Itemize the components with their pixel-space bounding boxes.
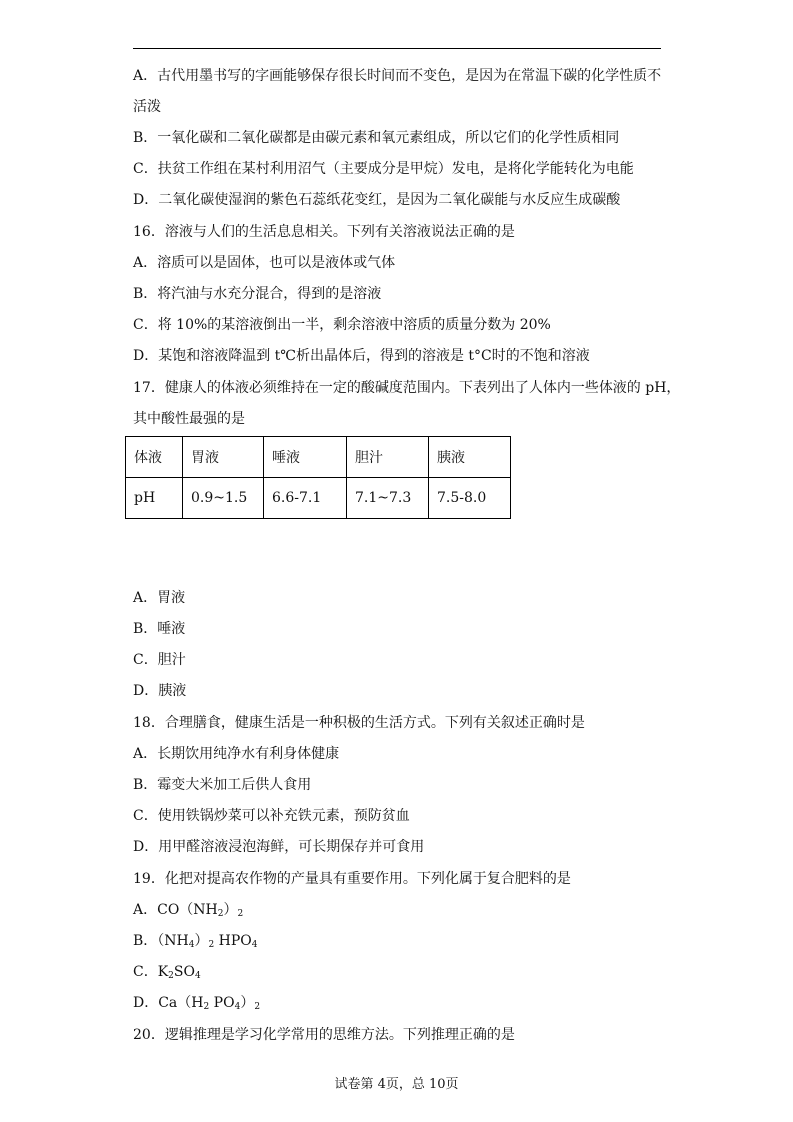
text: C．K: [133, 964, 169, 980]
table-cell: 7.5-8.0: [429, 478, 511, 519]
page-footer: 试卷第 4页，总 10页: [334, 1077, 459, 1092]
q19-option-c: [133, 962, 201, 986]
q15-option-a-line1: A．古代用墨书写的字画能够保存很长时间而不变色，是因为在常温下碳的化学性质不: [133, 68, 662, 84]
table-cell: pH: [126, 478, 183, 519]
subscript: 2: [254, 1002, 261, 1012]
table-cell: 体液: [126, 437, 183, 478]
ph-table-value-row: [126, 478, 511, 519]
q19-option-a: [133, 900, 243, 924]
header-rule: [133, 48, 661, 49]
ph-table-header-row: [126, 437, 511, 478]
subscript: 4: [188, 940, 195, 950]
table-cell: 胰液: [429, 437, 511, 478]
subscript: 4: [194, 971, 201, 981]
table-cell: 7.1~7.3: [347, 478, 429, 519]
q17-option-d: D．胰液: [133, 683, 187, 699]
q19-stem: 19．化把对提高农作物的产量具有重要作用。下列化属于复合肥料的是: [133, 871, 571, 887]
q16-option-c: C．将 10%的某溶液倒出一半，剩余溶液中溶质的质量分数为 20%: [133, 317, 551, 333]
text: ）: [240, 995, 255, 1011]
q18-option-a: A．长期饮用纯净水有利身体健康: [133, 746, 340, 762]
table-cell: 6.6-7.1: [264, 478, 347, 519]
q17-stem-line1: 17．健康人的体液必须维持在一定的酸碱度范围内。下表列出了人体内一些体液的 pH，: [133, 380, 681, 396]
q15-option-a-line2: 活泼: [133, 99, 161, 115]
q19-option-b: [133, 931, 258, 955]
table-cell: 0.9~1.5: [183, 478, 264, 519]
text: ）: [223, 902, 238, 918]
subscript: 4: [251, 940, 258, 950]
q18-option-c: C．使用铁锅炒菜可以补充铁元素，预防贫血: [133, 808, 410, 824]
q17-stem-line2: 其中酸性最强的是: [133, 411, 245, 427]
subscript: 2: [217, 909, 224, 919]
q17-option-b: B．唾液: [133, 621, 186, 637]
q16-option-b: B．将汽油与水充分混合，得到的是溶液: [133, 286, 382, 302]
table-cell: 唾液: [264, 437, 347, 478]
text: ）: [194, 933, 209, 949]
q15-option-c: C．扶贫工作组在某村利用沼气（主要成分是甲烷）发电，是将化学能转化为电能: [133, 161, 634, 177]
q19-option-d: [133, 993, 260, 1017]
text: B．（NH: [133, 933, 189, 949]
q16-option-d: D．某饱和溶液降温到 t℃析出晶体后，得到的溶液是 t°C时的不饱和溶液: [133, 348, 590, 364]
text: SO: [173, 964, 195, 980]
q17-option-a: A．胃液: [133, 590, 186, 606]
table-cell: 胆汁: [347, 437, 429, 478]
subscript: 2: [208, 940, 215, 950]
subscript: 2: [168, 971, 174, 981]
subscript: 4: [234, 1002, 241, 1012]
subscript: 2: [203, 1002, 210, 1012]
q18-option-b: B．霉变大米加工后供人食用: [133, 777, 312, 793]
ph-table: [125, 436, 511, 519]
q15-option-d: D．二氧化碳使湿润的紫色石蕊纸花变红，是因为二氧化碳能与水反应生成碳酸: [133, 192, 621, 208]
q18-stem: 18．合理膳食，健康生活是一种积极的生活方式。下列有关叙述正确时是: [133, 715, 585, 731]
text: HPO: [214, 933, 252, 949]
text: D．Ca（H: [133, 995, 204, 1011]
table-cell: 胃液: [183, 437, 264, 478]
q16-option-a: A．溶质可以是固体，也可以是液体或气体: [133, 255, 396, 271]
q20-stem: 20．逻辑推理是学习化学常用的思维方法。下列推理正确的是: [133, 1027, 515, 1043]
q17-option-c: C．胆汁: [133, 652, 186, 668]
text: A．CO（NH: [133, 902, 218, 918]
q15-option-b: B．一氧化碳和二氧化碳都是由碳元素和氧元素组成，所以它们的化学性质相同: [133, 130, 620, 146]
q16-stem: 16．溶液与人们的生活息息相关。下列有关溶液说法正确的是: [133, 224, 515, 240]
subscript: 2: [237, 909, 244, 919]
q18-option-d: D．用甲醛溶液浸泡海鲜，可长期保存并可食用: [133, 839, 425, 855]
text: PO: [209, 995, 235, 1011]
